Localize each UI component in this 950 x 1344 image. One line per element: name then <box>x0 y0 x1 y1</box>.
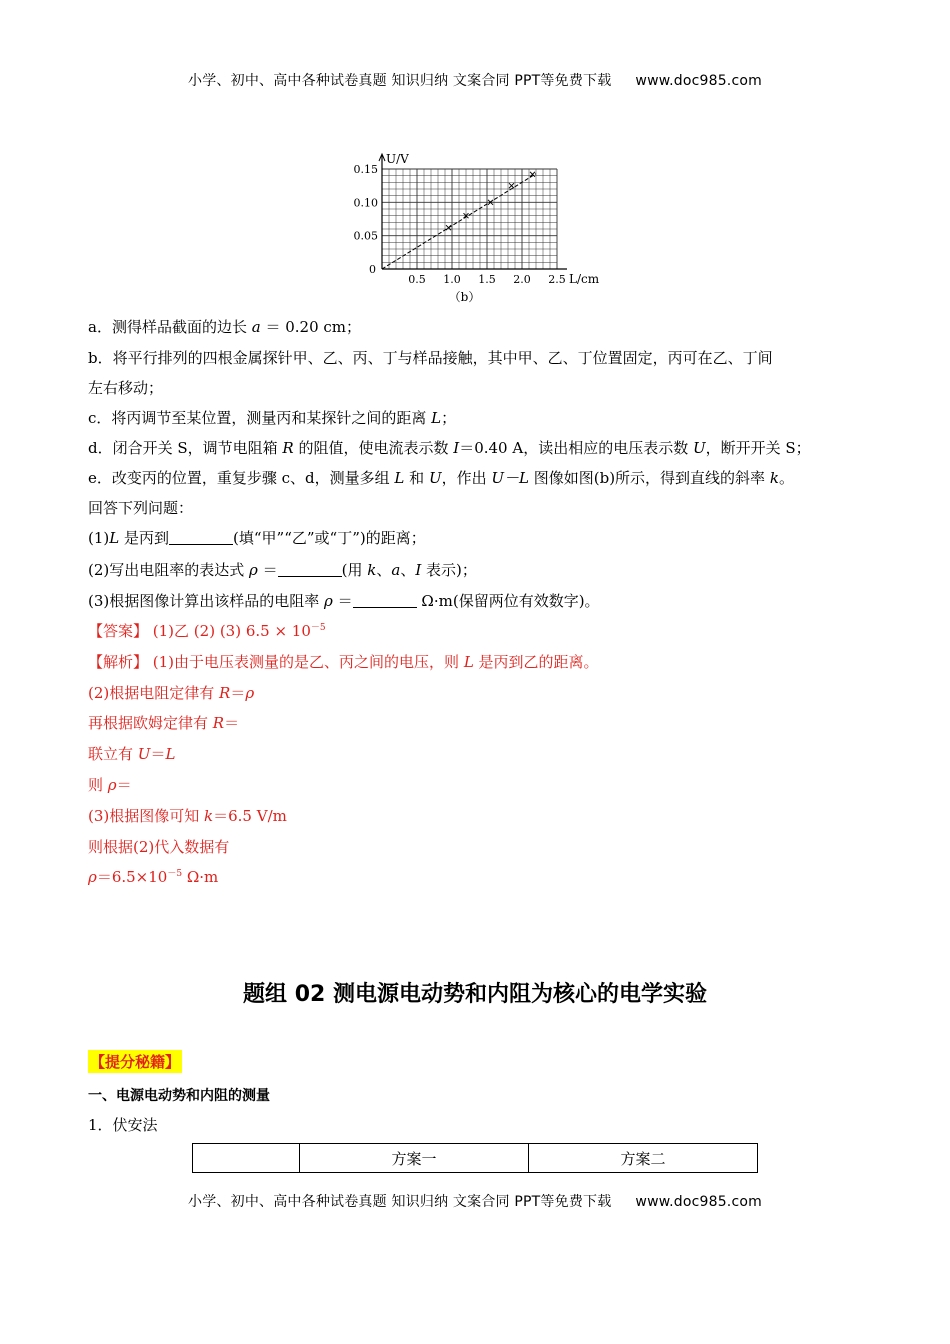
header-text: 小学、初中、高中各种试卷真题 知识归纳 文案合同 PPT等免费下载 <box>188 73 612 89</box>
answer-line: 【答案】 (1)乙 (2) (3) $6.5 \times 10^{-5}$ <box>88 622 326 640</box>
step-d: d．闭合开关 S，调节电阻箱 R 的阻值，使电流表示数 I＝0.40 A，读出相应的电压表示数 U，断开开关 S； <box>88 439 811 457</box>
section-title: 题组 02 测电源电动势和内阻为核心的电学实验 <box>243 982 707 1007</box>
step-b-line2: 左右移动； <box>88 379 164 397</box>
page-header <box>0 70 950 90</box>
x-tick-label: 0.5 <box>408 273 426 286</box>
header-site: www.doc985.com <box>635 73 762 89</box>
chart-grid <box>382 169 557 269</box>
question-2: (2)写出电阻率的表达式 ρ ＝ (用 k、a、I 表示)； <box>88 561 477 579</box>
step-a: a．测得样品截面的边长 a ＝ 0.20 cm； <box>88 318 361 336</box>
analysis-line-4: 联立有 U＝L <box>88 745 176 763</box>
method-label: 1．伏安法 <box>88 1116 158 1134</box>
step-e: e．改变丙的位置，重复步骤 c、d，测量多组 L 和 U，作出 U－L 图像如图(b)所示，得到直线的斜率 k。 <box>88 469 794 487</box>
origin-label: 0 <box>369 263 376 276</box>
x-tick-label: 1.0 <box>443 273 461 286</box>
y-axis-label: U/V <box>386 152 409 166</box>
table-cell: 方案二 <box>529 1144 758 1173</box>
y-tick-label: 0.10 <box>353 196 378 210</box>
analysis-line-1: 【解析】 (1)由于电压表测量的是乙、丙之间的电压，则 L 是丙到乙的距离。 <box>88 653 599 671</box>
questions-intro: 回答下列问题： <box>88 499 194 517</box>
chart-svg <box>335 138 605 310</box>
tip-badge: 【提分秘籍】 <box>88 1050 182 1073</box>
analysis-tag: 【解析】 <box>88 653 149 671</box>
x-tick-label: 2.5 <box>548 273 566 286</box>
u-l-chart <box>335 138 605 310</box>
y-tick-label: 0.05 <box>353 229 378 243</box>
footer-site: www.doc985.com <box>635 1194 762 1210</box>
table-row <box>193 1144 758 1173</box>
analysis-line-3: 再根据欧姆定律有 R＝ <box>88 714 240 732</box>
data-point <box>509 183 514 188</box>
answer-blank <box>169 530 233 545</box>
x-tick-label: 1.5 <box>478 273 496 286</box>
table-cell: 方案一 <box>300 1144 529 1173</box>
question-1: (1)L 是丙到 (填“甲”“乙”或“丁”)的距离； <box>88 529 426 547</box>
footer-text: 小学、初中、高中各种试卷真题 知识归纳 文案合同 PPT等免费下载 <box>188 1194 612 1210</box>
x-tick-label: 2.0 <box>513 273 531 286</box>
chart-caption: （b） <box>448 290 481 304</box>
step-b-line1: b．将平行排列的四根金属探针甲、乙、丙、丁与样品接触，其中甲、乙、丁位置固定，丙可在乙、丁间 <box>88 349 773 367</box>
answer-tag: 【答案】 <box>88 622 149 640</box>
analysis-line-7: 则根据(2)代入数据有 <box>88 838 230 856</box>
table-cell <box>193 1144 300 1173</box>
plans-table <box>192 1143 758 1173</box>
answer-blank <box>278 562 342 577</box>
step-c: c．将丙调节至某位置，测量丙和某探针之间的距离 L； <box>88 409 457 427</box>
x-axis-label: L/cm <box>569 272 600 286</box>
analysis-line-8: $\rho=6.5\times 10^{-5}$ Ω·m <box>88 868 219 886</box>
page-footer <box>0 1191 950 1211</box>
subhead: 一、电源电动势和内阻的测量 <box>88 1088 270 1104</box>
analysis-line-2: (2)根据电阻定律有 R＝ρ <box>88 684 255 702</box>
answer-blank <box>353 593 417 608</box>
data-point <box>446 225 451 230</box>
chart-labels <box>354 152 600 304</box>
y-tick-label: 0.15 <box>353 163 378 176</box>
analysis-line-5: 则 ρ＝ <box>88 776 132 794</box>
analysis-line-6: (3)根据图像可知 k＝6.5 V/m <box>88 807 287 825</box>
question-3: (3)根据图像计算出该样品的电阻率 ρ ＝ Ω·m(保留两位有效数字)。 <box>88 592 600 610</box>
